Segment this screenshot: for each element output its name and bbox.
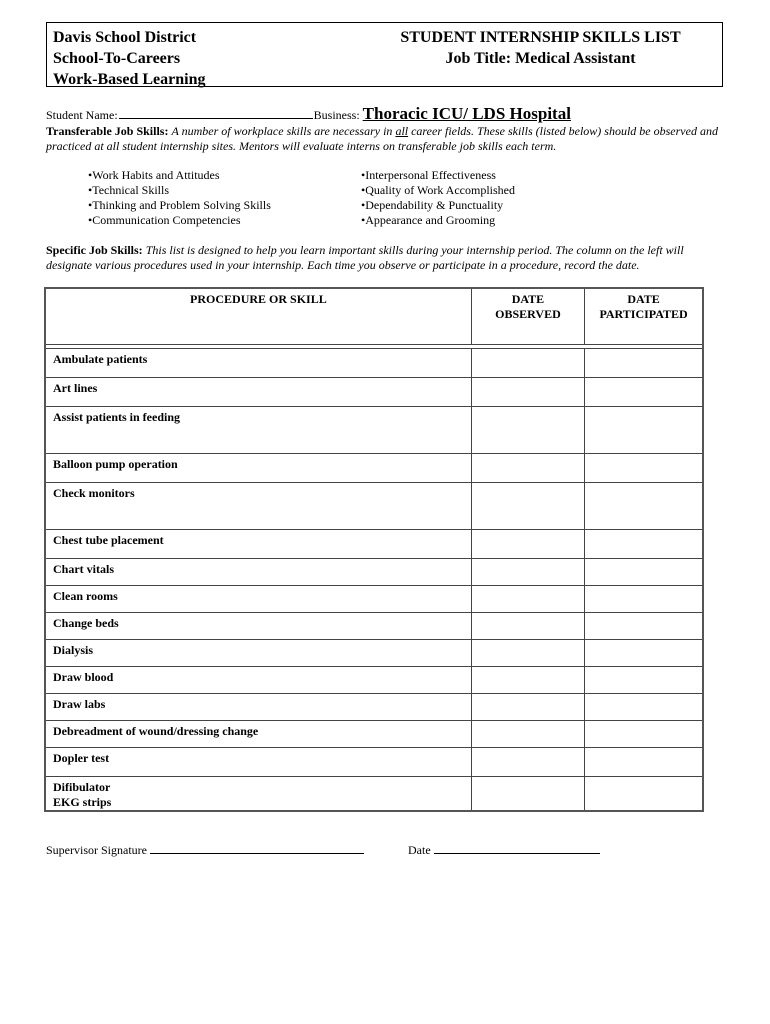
- supervisor-label: Supervisor Signature: [46, 843, 147, 857]
- job-title: Job Title: Medical Assistant: [445, 50, 636, 67]
- date-observed-header: [471, 288, 584, 345]
- table-row: [45, 613, 703, 640]
- procedure-cell: [45, 748, 471, 777]
- date-participated-cell[interactable]: [585, 378, 703, 407]
- business-value: Thoracic ICU/ LDS Hospital: [362, 104, 571, 123]
- list-item: •Interpersonal Effectiveness: [361, 168, 496, 182]
- program-subtitle: Work-Based Learning: [53, 71, 206, 88]
- date-observed-cell[interactable]: [471, 613, 584, 640]
- table-header-row: [45, 288, 703, 345]
- date-observed-cell[interactable]: [471, 640, 584, 667]
- header-box: [46, 22, 723, 87]
- list-item: •Appearance and Grooming: [361, 213, 496, 227]
- transferable-text-after: career fields. These skills (listed below) should be observed and practiced at all student internship sites. Mentors will evaluate interns on transferable job skills each term.: [46, 124, 718, 153]
- procedure-cell: [45, 586, 471, 613]
- date-signature-line: [408, 841, 600, 858]
- date-participated-cell[interactable]: [585, 640, 703, 667]
- date-observed-cell[interactable]: [471, 454, 584, 483]
- table-row: [45, 777, 703, 812]
- procedure-cell: [45, 454, 471, 483]
- table-row: [45, 667, 703, 694]
- table-row: [45, 349, 703, 378]
- procedure-name: Clean rooms: [53, 589, 118, 603]
- date-participated-header: [585, 288, 703, 345]
- date-observed-cell[interactable]: [471, 586, 584, 613]
- date-participated-cell[interactable]: [585, 586, 703, 613]
- procedure-cell: [45, 483, 471, 530]
- procedure-name: EKG strips: [53, 795, 112, 809]
- date-participated-cell[interactable]: [585, 721, 703, 748]
- transferable-text-before: A number of workplace skills are necessary in: [171, 124, 393, 138]
- list-item: •Technical Skills: [88, 183, 170, 197]
- table-row: [45, 559, 703, 586]
- date-participated-header-line2: PARTICIPATED: [599, 307, 688, 321]
- procedure-cell: [45, 694, 471, 721]
- table-row: [45, 454, 703, 483]
- date-field[interactable]: [434, 841, 600, 854]
- procedure-cell: [45, 407, 471, 454]
- procedure-name: Dialysis: [53, 643, 94, 657]
- procedure-name: Change beds: [53, 616, 119, 630]
- list-item: •Thinking and Problem Solving Skills: [88, 198, 271, 212]
- date-participated-cell[interactable]: [585, 777, 703, 812]
- student-name-field[interactable]: [119, 106, 313, 119]
- table-row: [45, 640, 703, 667]
- list-item: •Work Habits and Attitudes: [88, 168, 220, 182]
- date-label: Date: [408, 843, 431, 857]
- date-observed-cell[interactable]: [471, 483, 584, 530]
- procedure-name: Check monitors: [53, 486, 135, 500]
- document-title: STUDENT INTERNSHIP SKILLS LIST: [400, 29, 681, 46]
- date-observed-cell[interactable]: [471, 748, 584, 777]
- program-name: School-To-Careers: [53, 50, 181, 67]
- procedure-name: Debreadment of wound/dressing change: [53, 724, 259, 738]
- date-participated-cell[interactable]: [585, 483, 703, 530]
- procedure-name: Art lines: [53, 381, 98, 395]
- procedure-name: Ambulate patients: [53, 352, 148, 366]
- specific-label: Specific Job Skills:: [46, 243, 143, 257]
- table-row: [45, 721, 703, 748]
- procedure-cell: [45, 667, 471, 694]
- date-participated-cell[interactable]: [585, 748, 703, 777]
- district-name: Davis School District: [53, 29, 197, 46]
- date-participated-cell[interactable]: [585, 559, 703, 586]
- date-observed-cell[interactable]: [471, 694, 584, 721]
- table-row: [45, 483, 703, 530]
- date-observed-cell[interactable]: [471, 378, 584, 407]
- procedure-name: Balloon pump operation: [53, 457, 178, 471]
- table-row: [45, 748, 703, 777]
- date-participated-cell[interactable]: [585, 667, 703, 694]
- business-label: Business:: [313, 108, 360, 122]
- transferable-list-right: [361, 168, 515, 228]
- procedure-name: Assist patients in feeding: [53, 410, 181, 424]
- skills-table: [44, 287, 704, 812]
- procedure-cell: [45, 378, 471, 407]
- table-row: [45, 586, 703, 613]
- skill-rows: [45, 345, 703, 812]
- procedure-name: Chart vitals: [53, 562, 114, 576]
- procedure-cell: [45, 721, 471, 748]
- date-observed-cell[interactable]: [471, 349, 584, 378]
- table-row: [45, 407, 703, 454]
- specific-paragraph: [46, 243, 722, 273]
- list-item: •Quality of Work Accomplished: [361, 183, 515, 197]
- procedure-cell: [45, 349, 471, 378]
- table-row: [45, 694, 703, 721]
- date-observed-cell[interactable]: [471, 667, 584, 694]
- list-item: •Communication Competencies: [88, 213, 241, 227]
- date-participated-cell[interactable]: [585, 613, 703, 640]
- date-observed-cell[interactable]: [471, 407, 584, 454]
- procedure-cell: [45, 777, 471, 812]
- list-item: •Dependability & Punctuality: [361, 198, 504, 212]
- procedure-name: Difibulator: [53, 780, 111, 794]
- transferable-label: Transferable Job Skills:: [46, 124, 169, 138]
- date-observed-header-line1: DATE: [511, 292, 545, 306]
- table-row: [45, 530, 703, 559]
- date-participated-cell[interactable]: [585, 530, 703, 559]
- supervisor-signature-line: [46, 841, 364, 858]
- date-participated-cell[interactable]: [585, 454, 703, 483]
- date-observed-cell[interactable]: [471, 777, 584, 812]
- date-observed-header-line2: OBSERVED: [495, 307, 561, 321]
- date-observed-cell[interactable]: [471, 559, 584, 586]
- date-participated-cell[interactable]: [585, 407, 703, 454]
- table-row: [45, 378, 703, 407]
- date-observed-cell[interactable]: [471, 721, 584, 748]
- procedure-cell: [45, 530, 471, 559]
- student-business-line: [46, 104, 736, 124]
- procedure-name: Chest tube placement: [53, 533, 164, 547]
- specific-text: This list is designed to help you learn important skills during your internship period. The column on the left will designate various procedures used in your internship. Each time you observe or participate in a procedure, record the date.: [46, 243, 684, 272]
- transferable-underlined: all: [395, 124, 409, 138]
- student-name-label: Student Name:: [46, 108, 118, 122]
- date-participated-header-line1: DATE: [627, 292, 660, 306]
- procedure-header: PROCEDURE OR SKILL: [45, 288, 471, 345]
- transferable-paragraph: [46, 124, 722, 154]
- transferable-list-left: [88, 168, 271, 228]
- date-observed-cell[interactable]: [471, 530, 584, 559]
- procedure-name: Draw blood: [53, 670, 114, 684]
- procedure-name: Dopler test: [53, 751, 110, 765]
- supervisor-signature-field[interactable]: [150, 841, 364, 854]
- district-block: [53, 27, 205, 90]
- procedure-cell: [45, 559, 471, 586]
- procedure-cell: [45, 640, 471, 667]
- date-participated-cell[interactable]: [585, 349, 703, 378]
- procedure-cell: [45, 613, 471, 640]
- date-participated-cell[interactable]: [585, 694, 703, 721]
- procedure-name: Draw labs: [53, 697, 106, 711]
- title-block: [363, 27, 718, 69]
